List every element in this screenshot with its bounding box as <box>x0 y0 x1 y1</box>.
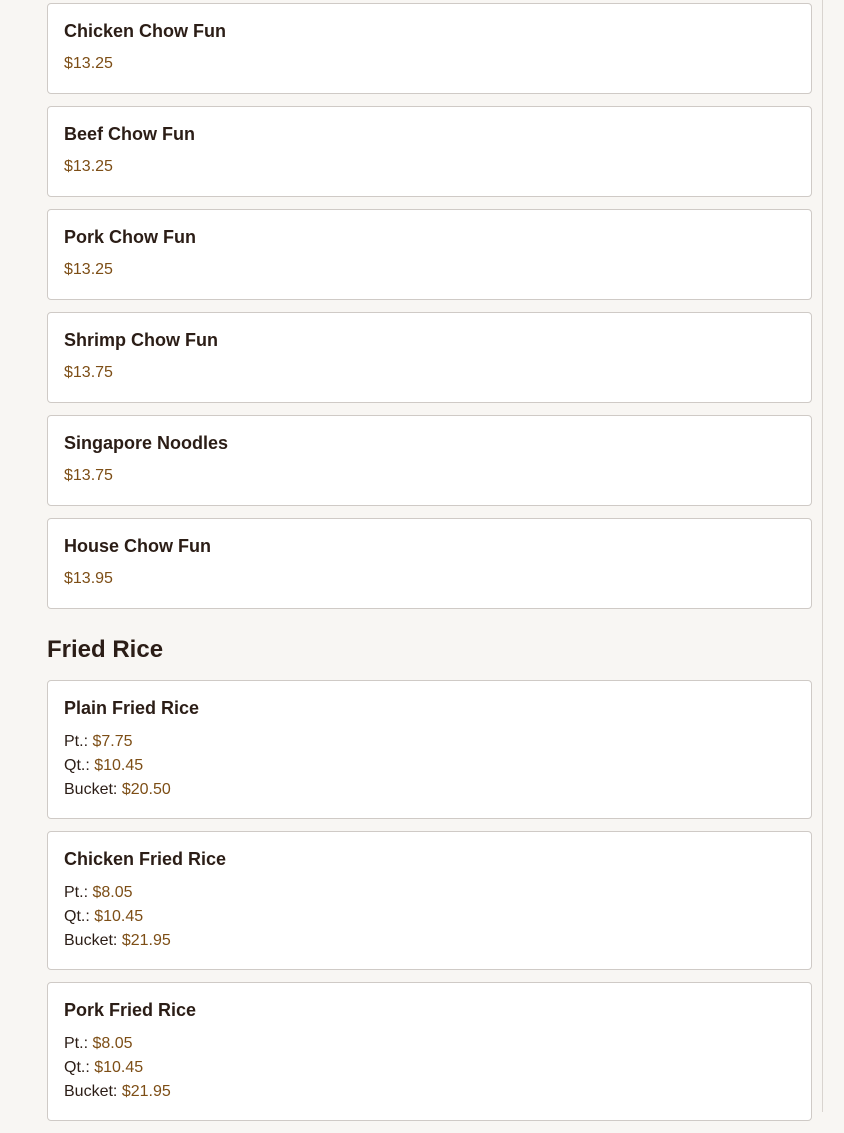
item-name: House Chow Fun <box>64 536 211 556</box>
size-label: Qt.: <box>64 757 95 774</box>
price-list <box>64 730 795 802</box>
size-price: $20.50 <box>121 781 171 798</box>
item-price: $13.75 <box>64 364 113 381</box>
size-label: Bucket: <box>64 932 122 949</box>
menu-item-card[interactable] <box>47 680 812 819</box>
size-price: $8.05 <box>92 1035 133 1052</box>
size-label: Bucket: <box>64 1083 122 1100</box>
item-price: $13.25 <box>64 261 113 278</box>
menu-item-card[interactable] <box>47 312 812 403</box>
size-price: $10.45 <box>94 757 144 774</box>
item-name: Shrimp Chow Fun <box>64 330 218 350</box>
item-name: Chicken Chow Fun <box>64 21 226 41</box>
size-label: Pt.: <box>64 884 93 901</box>
size-label: Qt.: <box>64 908 95 925</box>
price-row-pint <box>64 730 795 754</box>
item-name: Beef Chow Fun <box>64 124 195 144</box>
price-list <box>64 1032 795 1104</box>
menu-item-card[interactable] <box>47 982 812 1121</box>
section-title-fried-rice: Fried Rice <box>47 636 164 663</box>
menu-item-card[interactable] <box>47 518 812 609</box>
item-name: Chicken Fried Rice <box>64 849 227 869</box>
menu-item-card[interactable] <box>47 831 812 970</box>
price-list <box>64 881 795 953</box>
item-name: Pork Fried Rice <box>64 1000 197 1020</box>
item-price: $13.75 <box>64 467 113 484</box>
item-name: Pork Chow Fun <box>64 227 196 247</box>
size-price: $10.45 <box>94 908 144 925</box>
item-price: $13.95 <box>64 570 113 587</box>
price-row-quart <box>64 1056 795 1080</box>
menu-item-card[interactable] <box>47 3 812 94</box>
price-row-pint <box>64 881 795 905</box>
item-name: Singapore Noodles <box>64 433 229 453</box>
menu-item-card[interactable] <box>47 415 812 506</box>
size-price: $8.05 <box>92 884 133 901</box>
menu-item-card[interactable] <box>47 209 812 300</box>
item-price: $13.25 <box>64 158 113 175</box>
item-name: Plain Fried Rice <box>64 698 200 718</box>
size-price: $21.95 <box>121 932 171 949</box>
size-label: Bucket: <box>64 781 122 798</box>
price-row-bucket <box>64 1080 795 1104</box>
item-price: $13.25 <box>64 55 113 72</box>
size-price: $21.95 <box>121 1083 171 1100</box>
menu-content <box>47 3 812 1133</box>
price-row-bucket <box>64 778 795 802</box>
size-price: $10.45 <box>94 1059 144 1076</box>
size-price: $7.75 <box>92 733 133 750</box>
price-row-pint <box>64 1032 795 1056</box>
menu-item-card[interactable] <box>47 106 812 197</box>
size-label: Pt.: <box>64 1035 93 1052</box>
size-label: Qt.: <box>64 1059 95 1076</box>
price-row-bucket <box>64 929 795 953</box>
size-label: Pt.: <box>64 733 93 750</box>
page-right-border <box>822 0 823 1112</box>
price-row-quart <box>64 905 795 929</box>
price-row-quart <box>64 754 795 778</box>
